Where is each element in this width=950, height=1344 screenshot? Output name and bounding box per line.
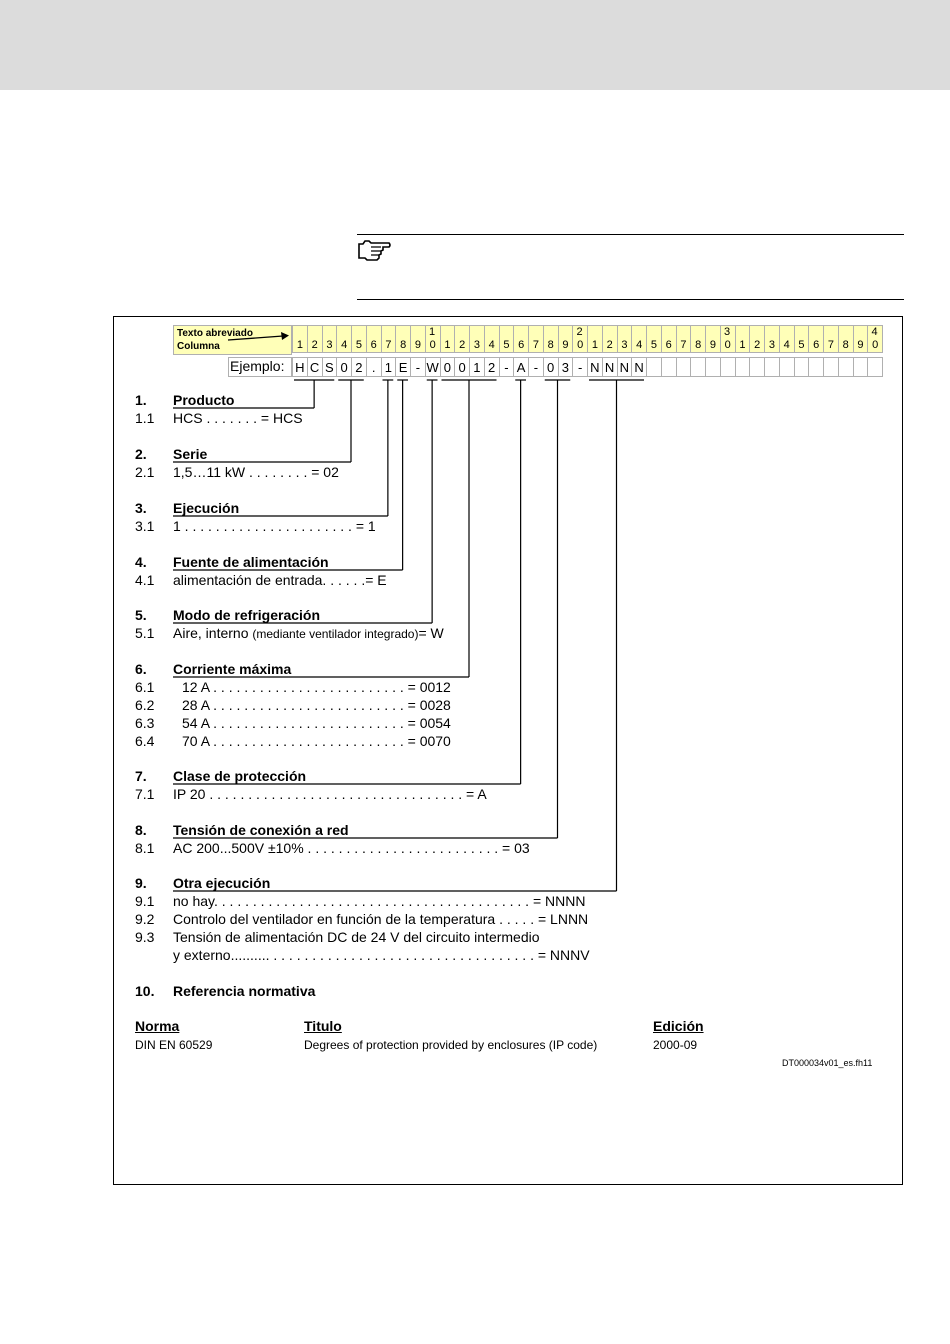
norm-header-edicion: Edición xyxy=(653,1018,704,1034)
column-number-5: 5 xyxy=(351,325,367,353)
footer-code: DT000034v01_es.fh11 xyxy=(782,1058,873,1068)
column-label: Columna xyxy=(177,341,220,352)
section-number: 6. xyxy=(135,661,147,677)
column-number-37: 7 xyxy=(823,325,839,353)
section-number: 2. xyxy=(135,446,147,462)
example-char-40 xyxy=(867,357,883,377)
example-char-4: 0 xyxy=(336,357,352,377)
column-number-6: 6 xyxy=(366,325,382,353)
example-char-26 xyxy=(661,357,677,377)
item-number: 6.4 xyxy=(135,733,155,749)
item-number: 5.1 xyxy=(135,625,155,641)
column-tens-10: 1 xyxy=(429,326,436,338)
example-char-7: 1 xyxy=(381,357,397,377)
item-text xyxy=(173,518,376,534)
column-number-32: 2 xyxy=(749,325,765,353)
example-char-30 xyxy=(720,357,736,377)
column-number-12: 2 xyxy=(454,325,470,353)
column-number-7: 7 xyxy=(381,325,397,353)
item-number: 6.2 xyxy=(135,697,155,713)
column-number-10: 0 xyxy=(425,325,441,353)
section-title: Referencia normativa xyxy=(173,983,316,999)
column-number-28: 8 xyxy=(690,325,706,353)
example-char-28 xyxy=(690,357,706,377)
item-text xyxy=(173,786,487,802)
norm-header-titulo: Titulo xyxy=(304,1018,342,1034)
item-text-main: Tensión de alimentación DC de 24 V del circuito intermedio xyxy=(173,929,540,945)
item-text xyxy=(173,572,387,588)
item-text-main: Aire, interno xyxy=(173,625,249,641)
item-text-main: y externo.......... . . . . . . . . . . . . . . . . . . . . . . . . . . . . . . . . . . = NNNV xyxy=(173,947,590,963)
item-text xyxy=(173,929,540,945)
item-text-main: Controlo del ventilador en función de la temperatura . . . . . = LNNN xyxy=(173,911,589,927)
column-number-11: 1 xyxy=(440,325,456,353)
example-char-2: C xyxy=(307,357,323,377)
example-char-13: 1 xyxy=(469,357,485,377)
column-number-16: 6 xyxy=(513,325,529,353)
example-char-38 xyxy=(838,357,854,377)
item-number: 9.1 xyxy=(135,893,155,909)
item-text-main: AC 200...500V ±10% . . . . . . . . . . . . . . . . . . . . . . . . . = 03 xyxy=(173,840,530,856)
column-number-25: 5 xyxy=(646,325,662,353)
item-text-main: HCS . . . . . . . = HCS xyxy=(173,410,303,426)
example-char-12: 0 xyxy=(454,357,470,377)
example-char-39 xyxy=(853,357,869,377)
item-text-note: (mediante ventilador integrado) xyxy=(252,627,419,641)
item-text-value: = W xyxy=(418,625,444,641)
item-text xyxy=(173,840,530,856)
example-char-1: H xyxy=(292,357,308,377)
column-number-31: 1 xyxy=(735,325,751,353)
example-char-29 xyxy=(705,357,721,377)
example-char-18: 0 xyxy=(543,357,559,377)
example-char-36 xyxy=(808,357,824,377)
section-title: Serie xyxy=(173,446,208,462)
example-char-8: E xyxy=(395,357,411,377)
example-char-9: - xyxy=(410,357,426,377)
item-text xyxy=(173,893,585,909)
column-number-22: 2 xyxy=(602,325,618,353)
column-number-19: 9 xyxy=(558,325,574,353)
section-number: 3. xyxy=(135,500,147,516)
column-number-17: 7 xyxy=(528,325,544,353)
column-number-33: 3 xyxy=(764,325,780,353)
item-text xyxy=(182,733,451,749)
norm-cell-edicion: 2000-09 xyxy=(653,1038,698,1052)
example-label: Ejemplo: xyxy=(230,358,285,374)
example-char-21: N xyxy=(587,357,603,377)
section-number: 4. xyxy=(135,554,147,570)
item-text xyxy=(173,410,303,426)
column-number-8: 8 xyxy=(395,325,411,353)
item-text-main: alimentación de entrada. . . . . .= E xyxy=(173,572,387,588)
item-number: 7.1 xyxy=(135,786,155,802)
item-number: 6.1 xyxy=(135,679,155,695)
example-char-23: N xyxy=(617,357,633,377)
item-text xyxy=(182,697,451,713)
column-number-4: 4 xyxy=(336,325,352,353)
abbrev-label: Texto abreviado xyxy=(177,328,253,339)
section-title: Tensión de conexión a red xyxy=(173,822,349,838)
example-char-6: . xyxy=(366,357,382,377)
example-char-14: 2 xyxy=(484,357,500,377)
section-title: Modo de refrigeración xyxy=(173,607,321,623)
item-text xyxy=(182,715,451,731)
column-number-15: 5 xyxy=(499,325,515,353)
example-char-20: - xyxy=(572,357,588,377)
item-text xyxy=(182,679,451,695)
column-number-20: 0 xyxy=(572,325,588,353)
column-number-39: 9 xyxy=(853,325,869,353)
item-text xyxy=(173,625,444,641)
column-number-29: 9 xyxy=(705,325,721,353)
example-char-37 xyxy=(823,357,839,377)
column-number-36: 6 xyxy=(808,325,824,353)
section-title: Corriente máxima xyxy=(173,661,292,677)
item-text-main: 12 A . . . . . . . . . . . . . . . . . . . . . . . . . = 0012 xyxy=(182,679,451,695)
column-number-9: 9 xyxy=(410,325,426,353)
norm-cell-norma: DIN EN 60529 xyxy=(135,1038,213,1052)
column-tens-40: 4 xyxy=(871,326,878,338)
column-number-2: 2 xyxy=(307,325,323,353)
item-number: 1.1 xyxy=(135,410,155,426)
example-char-11: 0 xyxy=(440,357,456,377)
example-char-33 xyxy=(764,357,780,377)
section-title: Producto xyxy=(173,392,235,408)
example-char-19: 3 xyxy=(558,357,574,377)
example-char-22: N xyxy=(602,357,618,377)
column-number-24: 4 xyxy=(631,325,647,353)
norm-cell-titulo: Degrees of protection provided by enclosures (IP code) xyxy=(304,1038,598,1052)
column-tens-20: 2 xyxy=(576,326,583,338)
item-text-main: 1 . . . . . . . . . . . . . . . . . . . . . . = 1 xyxy=(173,518,376,534)
item-number: 4.1 xyxy=(135,572,155,588)
item-number: 8.1 xyxy=(135,840,155,856)
column-number-35: 5 xyxy=(794,325,810,353)
norm-header-norma: Norma xyxy=(135,1018,180,1034)
item-text-main: IP 20 . . . . . . . . . . . . . . . . . . . . . . . . . . . . . . . . . = A xyxy=(173,786,487,802)
column-number-1: 1 xyxy=(292,325,308,353)
section-number: 8. xyxy=(135,822,147,838)
section-number: 1. xyxy=(135,392,147,408)
item-text-main: no hay. . . . . . . . . . . . . . . . . . . . . . . . . . . . . . . . . . . . . . . . . = NNNN xyxy=(173,893,586,909)
column-number-23: 3 xyxy=(617,325,633,353)
example-char-3: S xyxy=(322,357,338,377)
column-number-3: 3 xyxy=(322,325,338,353)
type-code-frame xyxy=(113,316,903,1185)
column-number-27: 7 xyxy=(676,325,692,353)
section-number: 10. xyxy=(135,983,155,999)
section-number: 5. xyxy=(135,607,147,623)
item-text-main: 28 A . . . . . . . . . . . . . . . . . . . . . . . . . = 0028 xyxy=(182,697,451,713)
example-char-31 xyxy=(735,357,751,377)
item-number: 6.3 xyxy=(135,715,155,731)
example-char-15: - xyxy=(499,357,515,377)
example-char-25 xyxy=(646,357,662,377)
item-number: 9.3 xyxy=(135,929,155,945)
column-number-30: 0 xyxy=(720,325,736,353)
example-char-10: W xyxy=(425,357,441,377)
example-char-35 xyxy=(794,357,810,377)
column-number-18: 8 xyxy=(543,325,559,353)
section-title: Fuente de alimentación xyxy=(173,554,329,570)
column-tens-30: 3 xyxy=(724,326,731,338)
column-number-40: 0 xyxy=(867,325,883,353)
column-number-14: 4 xyxy=(484,325,500,353)
section-title: Clase de protección xyxy=(173,768,307,784)
example-char-32 xyxy=(749,357,765,377)
example-char-24: N xyxy=(631,357,647,377)
column-number-38: 8 xyxy=(838,325,854,353)
item-text xyxy=(173,947,590,963)
column-number-21: 1 xyxy=(587,325,603,353)
section-title: Ejecución xyxy=(173,500,240,516)
section-number: 9. xyxy=(135,875,147,891)
item-text-main: 70 A . . . . . . . . . . . . . . . . . . . . . . . . . = 0070 xyxy=(182,733,451,749)
item-text-main: 54 A . . . . . . . . . . . . . . . . . . . . . . . . . = 0054 xyxy=(182,715,451,731)
item-number: 3.1 xyxy=(135,518,155,534)
example-char-34 xyxy=(779,357,795,377)
item-text-main: 1,5…11 kW . . . . . . . . = 02 xyxy=(173,464,339,480)
example-char-17: - xyxy=(528,357,544,377)
item-number: 9.2 xyxy=(135,911,155,927)
column-number-34: 4 xyxy=(779,325,795,353)
column-number-13: 3 xyxy=(469,325,485,353)
section-title: Otra ejecución xyxy=(173,875,271,891)
section-number: 7. xyxy=(135,768,147,784)
item-text xyxy=(173,911,588,927)
item-number: 2.1 xyxy=(135,464,155,480)
example-char-5: 2 xyxy=(351,357,367,377)
example-char-16: A xyxy=(513,357,529,377)
item-text xyxy=(173,464,339,480)
example-char-27 xyxy=(676,357,692,377)
column-number-26: 6 xyxy=(661,325,677,353)
